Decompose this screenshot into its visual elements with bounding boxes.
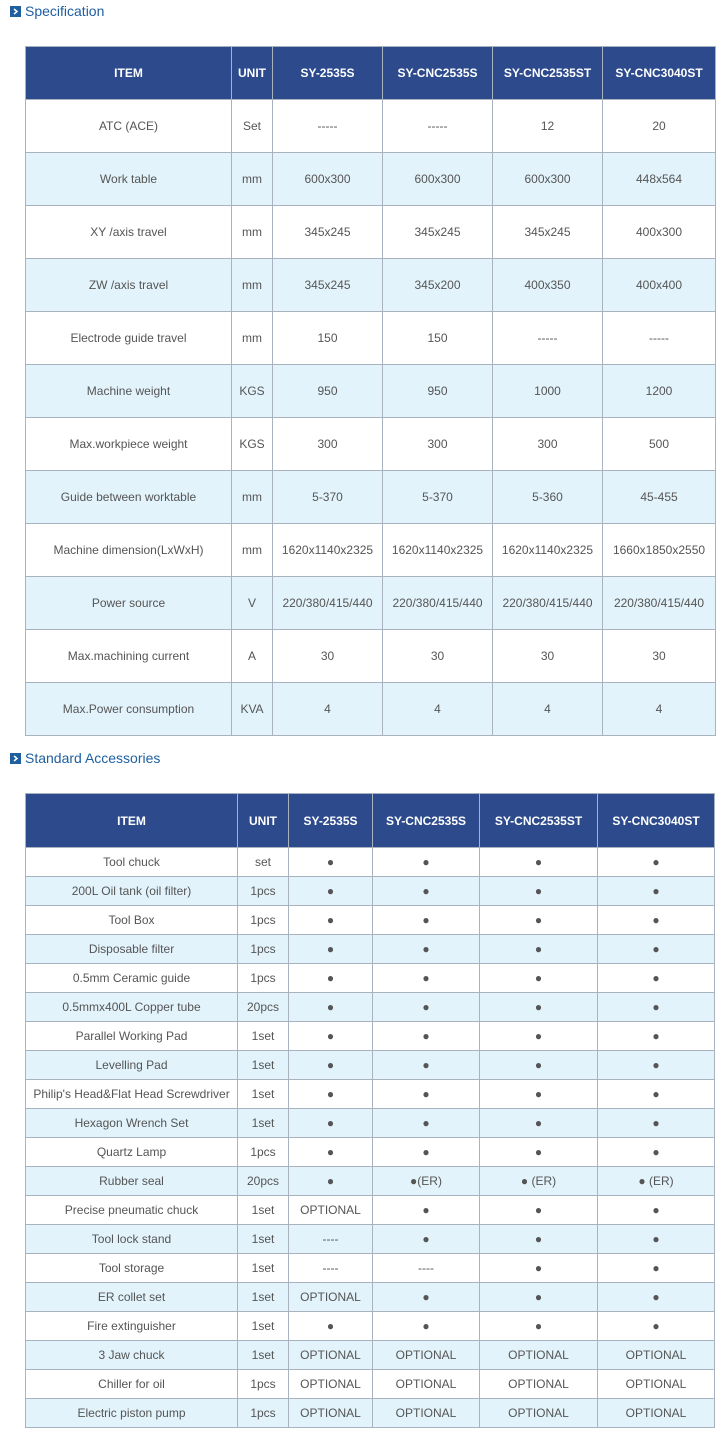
value-cell: OPTIONAL [289, 1399, 373, 1428]
value-cell: ● [289, 964, 373, 993]
unit-cell: mm [232, 259, 273, 312]
value-cell: 1660x1850x2550 [603, 524, 716, 577]
item-cell: Machine weight [26, 365, 232, 418]
unit-cell: A [232, 630, 273, 683]
value-cell: OPTIONAL [289, 1341, 373, 1370]
column-header: SY-2535S [289, 794, 373, 848]
value-cell: 300 [383, 418, 493, 471]
unit-cell: 1set [238, 1196, 289, 1225]
unit-cell: 1set [238, 1051, 289, 1080]
value-cell: ● [480, 1283, 598, 1312]
unit-cell: 1pcs [238, 964, 289, 993]
value-cell: ● [480, 935, 598, 964]
value-cell: 345x245 [273, 206, 383, 259]
table-row [26, 100, 716, 153]
table-row [26, 935, 715, 964]
value-cell: 220/380/415/440 [273, 577, 383, 630]
value-cell: ● [480, 1109, 598, 1138]
specification-heading [10, 1, 104, 21]
value-cell: ● [598, 1109, 715, 1138]
value-cell: ● [598, 1080, 715, 1109]
unit-cell: 1set [238, 1312, 289, 1341]
value-cell: 600x300 [493, 153, 603, 206]
value-cell: ● [289, 1080, 373, 1109]
value-cell: 345x200 [383, 259, 493, 312]
value-cell: 150 [383, 312, 493, 365]
item-cell: Tool chuck [26, 848, 238, 877]
unit-cell: mm [232, 312, 273, 365]
table-row [26, 1254, 715, 1283]
value-cell: 30 [603, 630, 716, 683]
table-header-row [26, 47, 716, 100]
value-cell: OPTIONAL [373, 1341, 480, 1370]
column-header: SY-CNC3040ST [598, 794, 715, 848]
value-cell: ● [480, 1312, 598, 1341]
table-row [26, 471, 716, 524]
value-cell: 600x300 [273, 153, 383, 206]
table-row [26, 848, 715, 877]
specification-table [25, 46, 716, 736]
item-cell: 200L Oil tank (oil filter) [26, 877, 238, 906]
value-cell: ● [373, 877, 480, 906]
value-cell: ● [480, 877, 598, 906]
unit-cell: 20pcs [238, 1167, 289, 1196]
unit-cell: 1pcs [238, 935, 289, 964]
value-cell: ● [598, 877, 715, 906]
item-cell: 0.5mm Ceramic guide [26, 964, 238, 993]
value-cell: 4 [383, 683, 493, 736]
value-cell: 400x350 [493, 259, 603, 312]
value-cell: ● [373, 1225, 480, 1254]
unit-cell: 1pcs [238, 1138, 289, 1167]
accessories-title: Standard Accessories [25, 750, 161, 766]
table-row [26, 683, 716, 736]
value-cell: ● [289, 1022, 373, 1051]
unit-cell: 1set [238, 1080, 289, 1109]
value-cell: ● [598, 848, 715, 877]
table-row [26, 1341, 715, 1370]
item-cell: Precise pneumatic chuck [26, 1196, 238, 1225]
unit-cell: V [232, 577, 273, 630]
table-row [26, 1022, 715, 1051]
table-row [26, 524, 716, 577]
value-cell: ---- [373, 1254, 480, 1283]
value-cell: ● [480, 1196, 598, 1225]
value-cell: ● [480, 1138, 598, 1167]
value-cell: ● [480, 848, 598, 877]
value-cell: ● [373, 906, 480, 935]
column-header: SY-CNC2535ST [480, 794, 598, 848]
item-cell: Machine dimension(LxWxH) [26, 524, 232, 577]
value-cell: ● [373, 964, 480, 993]
table-row [26, 206, 716, 259]
table-row [26, 1283, 715, 1312]
value-cell: 1620x1140x2325 [383, 524, 493, 577]
value-cell: ● [480, 1254, 598, 1283]
value-cell: ●(ER) [373, 1167, 480, 1196]
chevron-right-icon [10, 753, 21, 764]
value-cell: 30 [493, 630, 603, 683]
item-cell: Hexagon Wrench Set [26, 1109, 238, 1138]
accessories-heading [10, 748, 160, 768]
value-cell: ● [480, 906, 598, 935]
unit-cell: 1set [238, 1109, 289, 1138]
value-cell: ● [598, 964, 715, 993]
item-cell: Electrode guide travel [26, 312, 232, 365]
value-cell: ● [598, 1254, 715, 1283]
value-cell: ● [289, 1167, 373, 1196]
value-cell: 45-455 [603, 471, 716, 524]
value-cell: ● [480, 1022, 598, 1051]
value-cell: 300 [493, 418, 603, 471]
table-header-row [26, 794, 715, 848]
table-row [26, 1370, 715, 1399]
item-cell: Power source [26, 577, 232, 630]
unit-cell: 1set [238, 1022, 289, 1051]
value-cell: OPTIONAL [598, 1399, 715, 1428]
value-cell: ● [373, 1312, 480, 1341]
value-cell: ● [598, 906, 715, 935]
value-cell: 4 [493, 683, 603, 736]
item-cell: Rubber seal [26, 1167, 238, 1196]
value-cell: ● [598, 1138, 715, 1167]
table-row [26, 312, 716, 365]
table-row [26, 259, 716, 312]
value-cell: 400x300 [603, 206, 716, 259]
value-cell: ● (ER) [480, 1167, 598, 1196]
item-cell: Disposable filter [26, 935, 238, 964]
unit-cell: mm [232, 471, 273, 524]
item-cell: 3 Jaw chuck [26, 1341, 238, 1370]
table-row [26, 877, 715, 906]
value-cell: 220/380/415/440 [383, 577, 493, 630]
unit-cell: KVA [232, 683, 273, 736]
value-cell: ● [289, 1109, 373, 1138]
value-cell: ---- [289, 1254, 373, 1283]
item-cell: Max.Power consumption [26, 683, 232, 736]
column-header: SY-2535S [273, 47, 383, 100]
item-cell: ER collet set [26, 1283, 238, 1312]
table-row [26, 1225, 715, 1254]
value-cell: OPTIONAL [480, 1370, 598, 1399]
value-cell: 220/380/415/440 [603, 577, 716, 630]
value-cell: ● [480, 964, 598, 993]
value-cell: ● [289, 906, 373, 935]
unit-cell: mm [232, 524, 273, 577]
value-cell: ----- [273, 100, 383, 153]
unit-cell: 1pcs [238, 877, 289, 906]
table-row [26, 1109, 715, 1138]
value-cell: ● [598, 1022, 715, 1051]
value-cell: ● [373, 1022, 480, 1051]
value-cell: 345x245 [493, 206, 603, 259]
table-row [26, 964, 715, 993]
item-cell: Chiller for oil [26, 1370, 238, 1399]
value-cell: ● [373, 935, 480, 964]
unit-cell: 1pcs [238, 906, 289, 935]
value-cell: 300 [273, 418, 383, 471]
value-cell: OPTIONAL [373, 1399, 480, 1428]
value-cell: ● [289, 935, 373, 964]
value-cell: ● [373, 1109, 480, 1138]
value-cell: OPTIONAL [480, 1399, 598, 1428]
value-cell: ● [289, 993, 373, 1022]
specification-title: Specification [25, 3, 105, 19]
column-header: ITEM [26, 47, 232, 100]
value-cell: 500 [603, 418, 716, 471]
value-cell: ● [373, 848, 480, 877]
value-cell: ● [289, 1312, 373, 1341]
item-cell: Tool Box [26, 906, 238, 935]
value-cell: OPTIONAL [289, 1196, 373, 1225]
value-cell: ● (ER) [598, 1167, 715, 1196]
value-cell: 950 [273, 365, 383, 418]
unit-cell: 1set [238, 1254, 289, 1283]
value-cell: ● [598, 993, 715, 1022]
table-row [26, 1080, 715, 1109]
item-cell: Tool storage [26, 1254, 238, 1283]
unit-cell: 1set [238, 1225, 289, 1254]
unit-cell: set [238, 848, 289, 877]
value-cell: OPTIONAL [598, 1341, 715, 1370]
unit-cell: Set [232, 100, 273, 153]
value-cell: 1620x1140x2325 [273, 524, 383, 577]
value-cell: 20 [603, 100, 716, 153]
unit-cell: mm [232, 153, 273, 206]
column-header: SY-CNC2535S [373, 794, 480, 848]
column-header: UNIT [232, 47, 273, 100]
unit-cell: 1set [238, 1283, 289, 1312]
value-cell: 600x300 [383, 153, 493, 206]
table-row [26, 418, 716, 471]
table-row [26, 1138, 715, 1167]
item-cell: Tool lock stand [26, 1225, 238, 1254]
item-cell: Parallel Working Pad [26, 1022, 238, 1051]
value-cell: OPTIONAL [289, 1283, 373, 1312]
accessories-table [25, 793, 715, 1428]
column-header: SY-CNC2535ST [493, 47, 603, 100]
unit-cell: KGS [232, 365, 273, 418]
value-cell: 345x245 [273, 259, 383, 312]
table-row [26, 365, 716, 418]
value-cell: ● [598, 935, 715, 964]
value-cell: 150 [273, 312, 383, 365]
value-cell: OPTIONAL [480, 1341, 598, 1370]
table-row [26, 1196, 715, 1225]
item-cell: Guide between worktable [26, 471, 232, 524]
item-cell: Philip's Head&Flat Head Screwdriver [26, 1080, 238, 1109]
value-cell: ● [289, 1051, 373, 1080]
value-cell: 12 [493, 100, 603, 153]
table-row [26, 1167, 715, 1196]
unit-cell: 1pcs [238, 1399, 289, 1428]
value-cell: ● [598, 1312, 715, 1341]
value-cell: 4 [603, 683, 716, 736]
column-header: ITEM [26, 794, 238, 848]
table-row [26, 577, 716, 630]
value-cell: 400x400 [603, 259, 716, 312]
table-row [26, 1399, 715, 1428]
value-cell: ● [480, 1080, 598, 1109]
item-cell: Fire extinguisher [26, 1312, 238, 1341]
value-cell: ----- [493, 312, 603, 365]
value-cell: ● [289, 1138, 373, 1167]
value-cell: 1000 [493, 365, 603, 418]
value-cell: 5-360 [493, 471, 603, 524]
unit-cell: mm [232, 206, 273, 259]
value-cell: 30 [383, 630, 493, 683]
table-row [26, 630, 716, 683]
value-cell: 5-370 [273, 471, 383, 524]
item-cell: Max.machining current [26, 630, 232, 683]
value-cell: ● [480, 993, 598, 1022]
item-cell: ATC (ACE) [26, 100, 232, 153]
value-cell: ● [598, 1051, 715, 1080]
value-cell: ● [480, 1051, 598, 1080]
value-cell: 4 [273, 683, 383, 736]
table-row [26, 906, 715, 935]
table-row [26, 1312, 715, 1341]
value-cell: ● [373, 1080, 480, 1109]
value-cell: ● [289, 877, 373, 906]
chevron-right-icon [10, 6, 21, 17]
value-cell: OPTIONAL [373, 1370, 480, 1399]
value-cell: ● [480, 1225, 598, 1254]
value-cell: ----- [603, 312, 716, 365]
item-cell: Max.workpiece weight [26, 418, 232, 471]
value-cell: 220/380/415/440 [493, 577, 603, 630]
value-cell: 1620x1140x2325 [493, 524, 603, 577]
value-cell: ● [598, 1196, 715, 1225]
item-cell: 0.5mmx400L Copper tube [26, 993, 238, 1022]
value-cell: OPTIONAL [289, 1370, 373, 1399]
table-row [26, 993, 715, 1022]
value-cell: ● [373, 1051, 480, 1080]
item-cell: Quartz Lamp [26, 1138, 238, 1167]
value-cell: 5-370 [383, 471, 493, 524]
item-cell: Work table [26, 153, 232, 206]
table-row [26, 1051, 715, 1080]
item-cell: ZW /axis travel [26, 259, 232, 312]
value-cell: ----- [383, 100, 493, 153]
unit-cell: 1set [238, 1341, 289, 1370]
value-cell: ● [373, 1283, 480, 1312]
table-row [26, 153, 716, 206]
item-cell: Levelling Pad [26, 1051, 238, 1080]
column-header: SY-CNC3040ST [603, 47, 716, 100]
value-cell: OPTIONAL [598, 1370, 715, 1399]
value-cell: ---- [289, 1225, 373, 1254]
column-header: UNIT [238, 794, 289, 848]
value-cell: ● [373, 993, 480, 1022]
value-cell: 345x245 [383, 206, 493, 259]
unit-cell: 1pcs [238, 1370, 289, 1399]
unit-cell: KGS [232, 418, 273, 471]
value-cell: ● [289, 848, 373, 877]
value-cell: 448x564 [603, 153, 716, 206]
unit-cell: 20pcs [238, 993, 289, 1022]
value-cell: 1200 [603, 365, 716, 418]
value-cell: ● [373, 1196, 480, 1225]
value-cell: 950 [383, 365, 493, 418]
value-cell: 30 [273, 630, 383, 683]
item-cell: Electric piston pump [26, 1399, 238, 1428]
item-cell: XY /axis travel [26, 206, 232, 259]
value-cell: ● [373, 1138, 480, 1167]
value-cell: ● [598, 1283, 715, 1312]
column-header: SY-CNC2535S [383, 47, 493, 100]
value-cell: ● [598, 1225, 715, 1254]
